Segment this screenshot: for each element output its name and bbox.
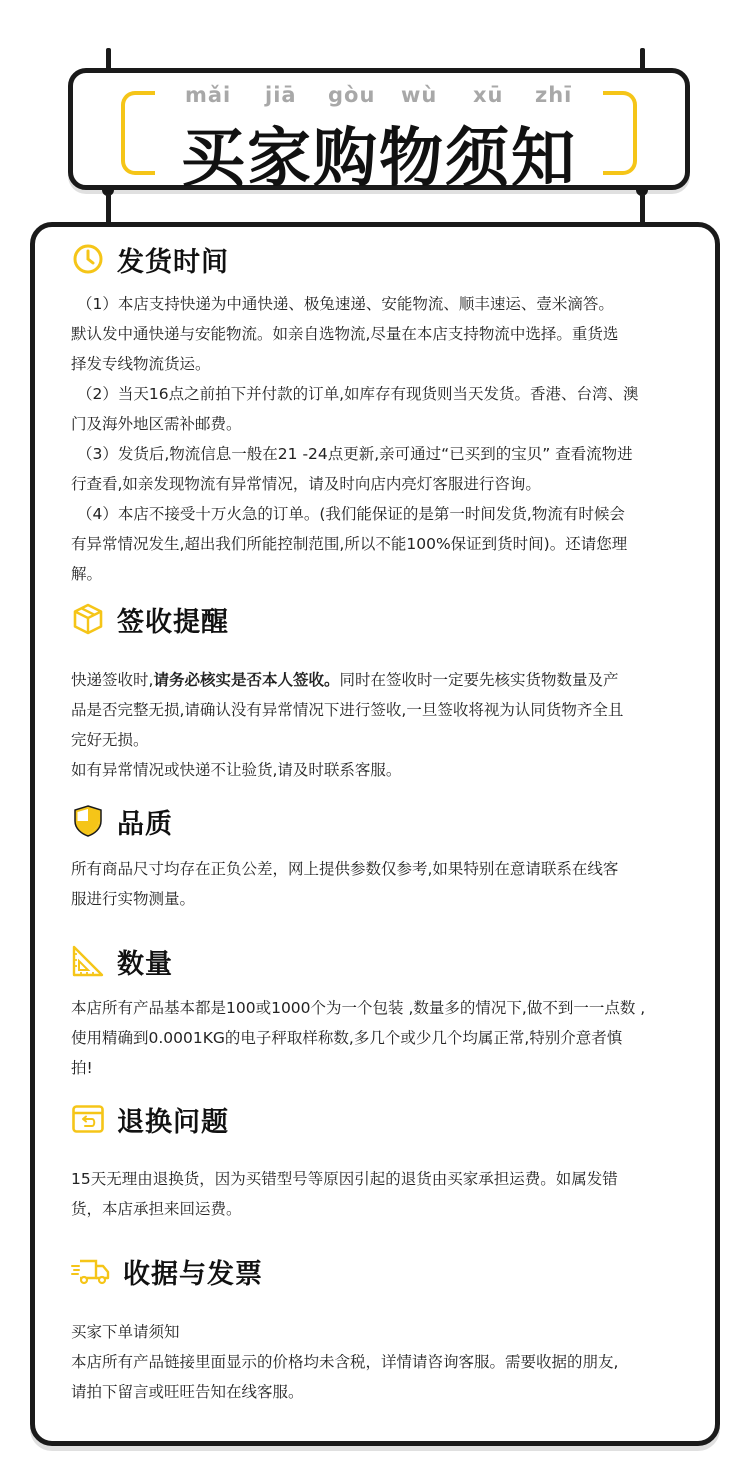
notice-panel: [30, 222, 720, 1446]
section-shipping-time-body: [71, 289, 693, 589]
text-line: 请拍下留言或旺旺告知在线客服。: [71, 1383, 304, 1401]
section-receipt-invoice-header: [71, 1251, 263, 1291]
section-quality-body: [71, 854, 693, 914]
text-line: 使用精确到0.0001KG的电子秤取样称数,多几个或少几个均属正常,特别介意者慎: [71, 1029, 623, 1047]
pinyin-syllable: zhī: [535, 83, 573, 107]
text-line: 15天无理由退换货，因为买错型号等原因引起的退货由买家承担运费。如属发错: [71, 1170, 618, 1188]
text-line: 拍!: [71, 1059, 93, 1077]
pinyin-syllable: gòu: [328, 83, 376, 107]
text-line: 完好无损。: [71, 731, 149, 749]
text-line: 行查看,如亲发现物流有异常情况，请及时向店内亮灯客服进行咨询。: [71, 475, 541, 493]
section-sign-reminder-body: [71, 665, 693, 785]
text-line: 品是否完整无损,请确认没有异常情况下进行签收,一旦签收将视为认同货物齐全且: [71, 701, 624, 719]
text-line: 服进行实物测量。: [71, 890, 196, 908]
section-returns-header: [71, 1099, 229, 1139]
section-title: 发货时间: [117, 246, 229, 278]
text-line: （1）本店支持快递为中通快递、极兔速递、安能物流、顺丰速运、壹米滴答。: [77, 295, 614, 313]
text-line: 解。: [71, 565, 103, 583]
text-line: 货，本店承担来回运费。: [71, 1200, 242, 1218]
section-receipt-invoice-body: [71, 1317, 693, 1407]
text-segment: 快递签收时,: [71, 671, 154, 689]
package-icon: [71, 602, 105, 636]
section-title: 数量: [117, 948, 173, 980]
text-line: 本店所有产品基本都是100或1000个为一个包装 ,数量多的情况下,做不到一一点数 ,: [71, 999, 646, 1017]
text-line: 有异常情况发生,超出我们所能控制范围,所以不能100%保证到货时间)。还请您理: [71, 535, 628, 553]
section-shipping-time-header: [71, 239, 229, 279]
clock-icon: [71, 242, 105, 276]
text-line: 门及海外地区需补邮费。: [71, 415, 242, 433]
pinyin-syllable: mǎi: [185, 83, 232, 107]
section-quality-header: [71, 801, 173, 841]
text-line: [71, 665, 693, 695]
text-line: 买家下单请须知: [71, 1323, 180, 1341]
text-line: 所有商品尺寸均存在正负公差，网上提供参数仅参考,如果特别在意请联系在线客: [71, 860, 619, 878]
pinyin-syllable: jiā: [265, 83, 297, 107]
return-icon: [71, 1102, 105, 1136]
section-quantity-header: [71, 941, 173, 981]
section-title: 品质: [117, 808, 173, 840]
section-title: 收据与发票: [123, 1258, 263, 1290]
section-title: 签收提醒: [117, 606, 229, 638]
text-segment: 同时在签收时一定要先核实货物数量及产: [339, 671, 619, 689]
section-quantity-body: [71, 993, 693, 1083]
section-title: 退换问题: [117, 1106, 229, 1138]
header-sign: [68, 68, 690, 196]
text-line: 默认发中通快递与安能物流。如亲自选物流,尽量在本店支持物流中选择。重货选: [71, 325, 619, 343]
pinyin-syllable: wù: [401, 83, 438, 107]
page-title: 买家购物须知: [181, 122, 577, 196]
text-line: （4）本店不接受十万火急的订单。(我们能保证的是第一时间发货,物流有时候会: [77, 505, 625, 523]
shield-icon: [71, 804, 105, 838]
text-line: 如有异常情况或快递不让验货,请及时联系客服。: [71, 761, 402, 779]
pinyin-row: [73, 83, 685, 109]
text-line: 本店所有产品链接里面显示的价格均未含税，详情请咨询客服。需要收据的朋友,: [71, 1353, 619, 1371]
section-sign-reminder-header: [71, 599, 229, 639]
section-returns-body: [71, 1164, 693, 1224]
truck-icon: [71, 1254, 111, 1288]
text-line: （2）当天16点之前拍下并付款的订单,如库存有现货则当天发货。香港、台湾、澳: [77, 385, 639, 403]
text-line: （3）发货后,物流信息一般在21 -24点更新,亲可通过“已买到的宝贝” 查看流物进: [77, 445, 633, 463]
text-line: 择发专线物流货运。: [71, 355, 211, 373]
emphasis-text: 请务必核实是否本人签收。: [153, 671, 340, 689]
pinyin-syllable: xū: [473, 83, 504, 107]
ruler-triangle-icon: [71, 944, 105, 978]
